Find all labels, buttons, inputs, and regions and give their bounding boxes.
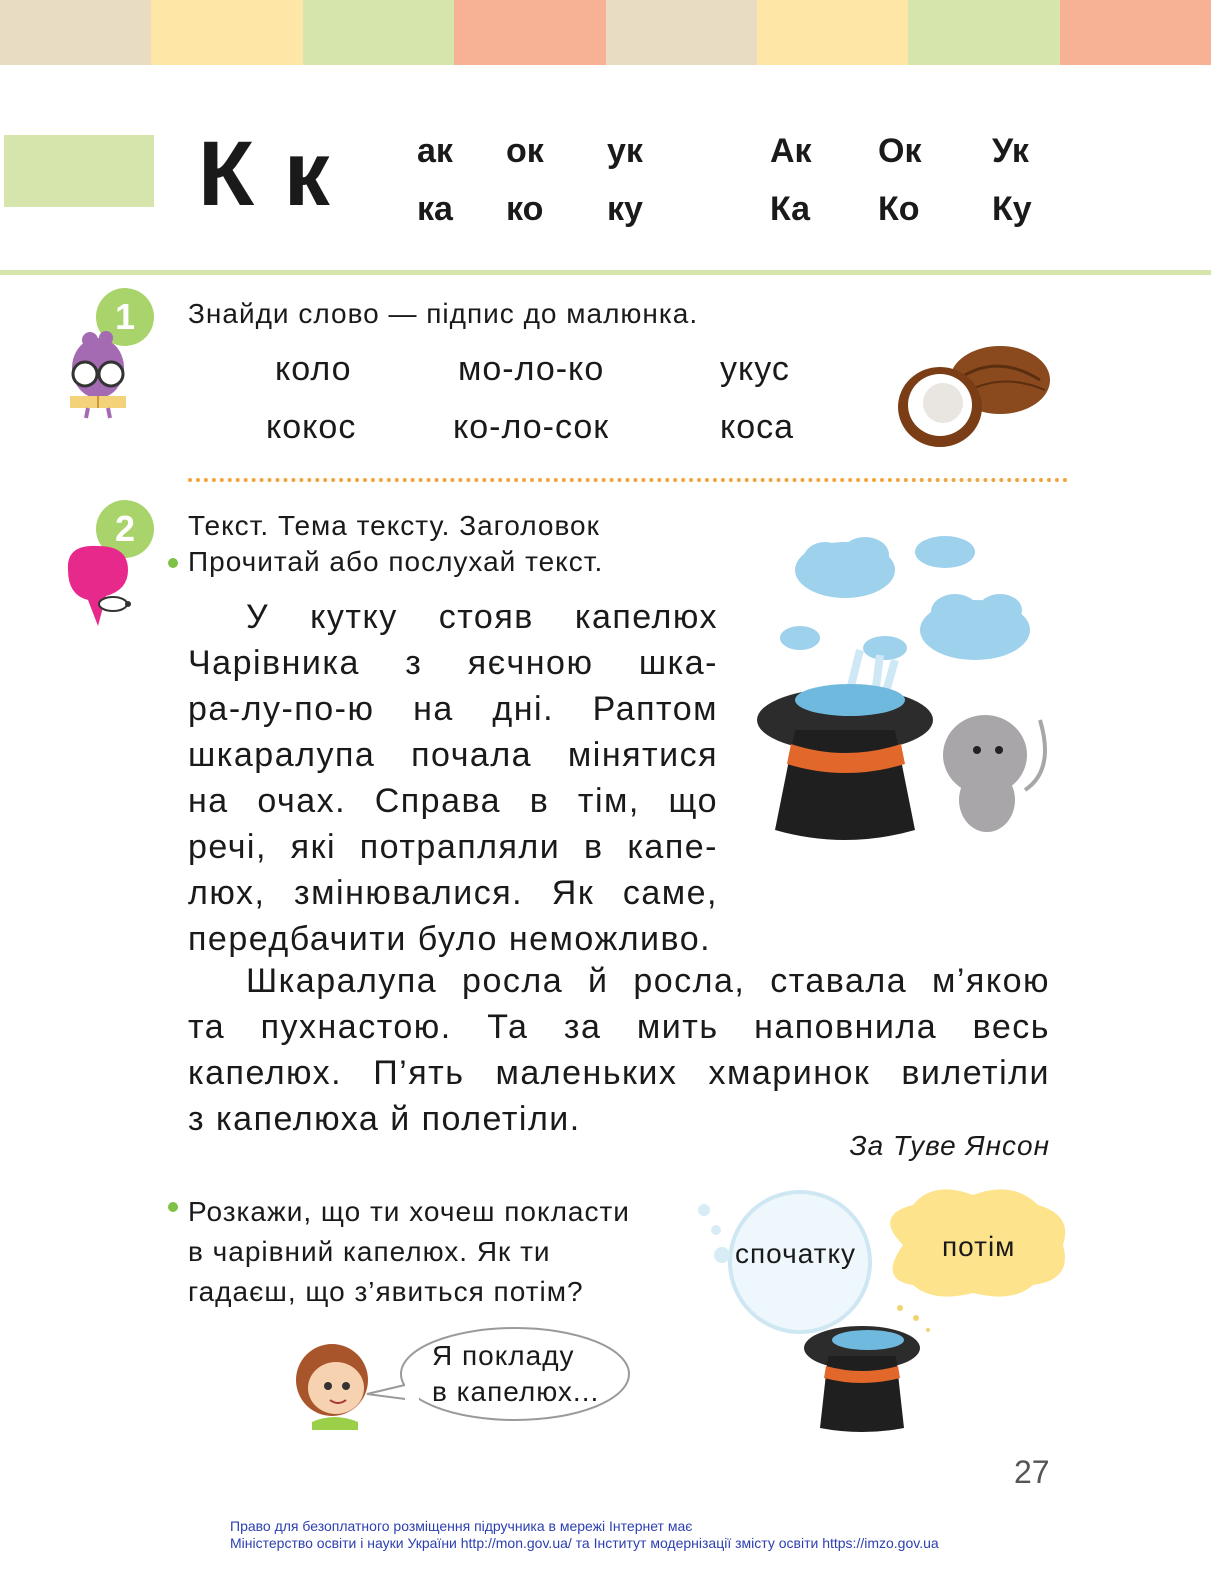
task-number-badge: 2	[96, 500, 154, 558]
syllable: ку	[607, 190, 643, 228]
story-line: капелюх. П’ять маленьких хмаринок вилетіли	[188, 1054, 1050, 1092]
color-segment	[303, 0, 454, 65]
syllable: ка	[417, 190, 453, 228]
letter-heading: К к	[198, 123, 332, 225]
task-number-badge: 1	[96, 288, 154, 346]
task2-bullet2	[188, 1192, 630, 1312]
syllable: Ок	[878, 132, 922, 170]
green-tab	[4, 135, 154, 207]
story-author: За Туве Янсон	[849, 1130, 1050, 1161]
magic-hat-clouds-illustration	[755, 530, 1055, 850]
story-line: люх, змінювалися. Як саме,	[188, 874, 718, 912]
bullet-dot	[168, 558, 178, 568]
speech-line: Я покладу	[432, 1340, 575, 1371]
page-number: 27	[1014, 1454, 1050, 1490]
story-line: з капелюха й полетіли.	[188, 1100, 581, 1138]
color-segment	[908, 0, 1059, 65]
story-line: та пухнастою. Та за мить наповнила весь	[188, 1008, 1050, 1046]
word-option: коса	[720, 408, 795, 446]
header-divider	[0, 270, 1211, 275]
pink-character-icon	[58, 540, 136, 630]
color-segment	[606, 0, 757, 65]
story-line: Чарівника з яєчною шка-	[188, 644, 718, 682]
footer-line: Право для безоплатного розміщення підручника в мережі Інтернет має	[230, 1518, 693, 1534]
footer-line: Міністерство освіти і науки України http://mon.gov.ua/ та Інститут модернізації змісту освіти https://imzo.gov.ua	[230, 1535, 939, 1551]
syllable: ок	[506, 132, 544, 170]
word-option: коло	[275, 350, 352, 388]
top-color-bar	[0, 0, 1211, 65]
color-segment	[454, 0, 605, 65]
story-line: передбачити було неможливо.	[188, 920, 712, 958]
task2-heading: Текст. Тема тексту. Заголовок	[188, 510, 600, 541]
story-line: речі, які потрапляли в капе-	[188, 828, 718, 866]
coconut-illustration	[895, 335, 1055, 450]
story-line: на очах. Справа в тім, що	[188, 782, 718, 820]
color-segment	[757, 0, 908, 65]
cloud-then-label: потім	[942, 1231, 1016, 1262]
syllable: ук	[607, 132, 643, 170]
color-segment	[0, 0, 151, 65]
word-option: ко-ло-сок	[453, 408, 610, 446]
syllable: ко	[506, 190, 544, 228]
bullet2-line: Розкажи, що ти хочеш покласти	[188, 1196, 630, 1227]
story-text-part2	[188, 958, 1050, 1142]
task1-instruction: Знайди слово — підпис до малюнка.	[188, 298, 699, 329]
story-line: ра-лу-по-ю на дні. Раптом	[188, 690, 718, 728]
syllable: ак	[417, 132, 453, 170]
word-option: мо-ло-ко	[458, 350, 605, 388]
color-segment	[151, 0, 302, 65]
syllable: Ко	[878, 190, 920, 228]
word-option: кокос	[266, 408, 357, 446]
word-option: укус	[720, 350, 790, 388]
bullet-dot	[168, 1202, 178, 1212]
story-line: шкаралупа почала мінятися	[188, 736, 718, 774]
story-line: Шкаралупа росла й росла, ставала м’якою	[246, 962, 1050, 1000]
task2-bullet: Прочитай або послухай текст.	[188, 546, 604, 577]
bullet2-line: гадаєш, що з’явиться потім?	[188, 1276, 584, 1307]
bullet2-line: в чарівний капелюх. Як ти	[188, 1236, 551, 1267]
speech-text	[432, 1338, 599, 1410]
footer-notice	[230, 1518, 939, 1552]
speech-line: в капелюх...	[432, 1376, 600, 1407]
magic-hat-icon	[800, 1300, 950, 1435]
purple-character-icon	[62, 328, 134, 420]
syllable: Ак	[770, 132, 812, 170]
story-line: У кутку стояв капелюх	[246, 598, 718, 636]
syllable: Ку	[992, 190, 1032, 228]
section-divider	[188, 478, 1068, 482]
color-segment	[1060, 0, 1211, 65]
bubble-first-label: спочатку	[735, 1238, 857, 1269]
story-text-part1	[188, 594, 718, 962]
syllable: Ка	[770, 190, 811, 228]
syllable: Ук	[992, 132, 1029, 170]
